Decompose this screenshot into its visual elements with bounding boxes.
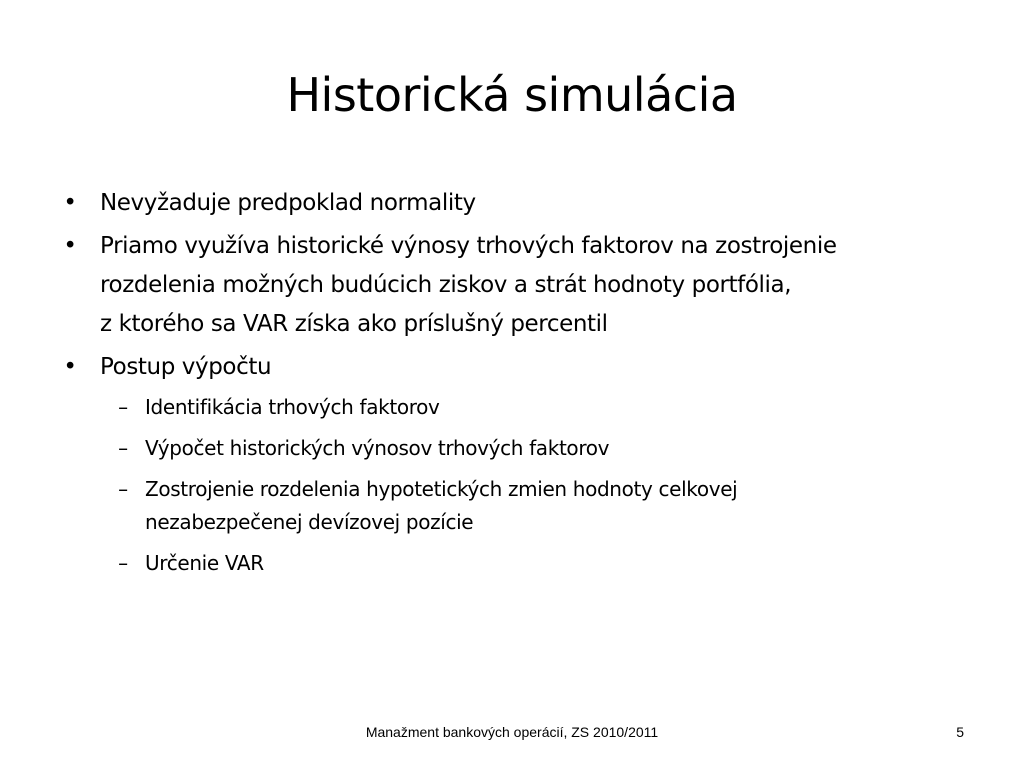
dash-marker: – [118, 395, 128, 419]
bullet-marker: • [63, 354, 77, 380]
bullet-marker: • [63, 233, 77, 259]
sub-bullet-text: Určenie VAR [145, 551, 264, 575]
sub-bullet-text: nezabezpečenej devízovej pozície [145, 510, 474, 534]
dash-marker: – [118, 436, 128, 460]
sub-bullet-text: Identifikácia trhových faktorov [145, 395, 440, 419]
bullet-item [60, 348, 960, 387]
sub-bullet-item [113, 473, 960, 539]
footer-text: Manažment bankových operácií, ZS 2010/2011 [365, 724, 659, 740]
sub-bullet-item [113, 391, 960, 424]
bullet-text: z ktorého sa VAR získa ako príslušný percentil [100, 311, 608, 337]
bullet-text: Postup výpočtu [100, 354, 272, 380]
bullet-text: rozdelenia možných budúcich ziskov a strát hodnoty portfólia, [100, 272, 792, 298]
dash-marker: – [118, 551, 128, 575]
page-number: 5 [956, 724, 964, 740]
bullet-marker: • [63, 190, 77, 216]
slide-body [60, 184, 960, 588]
bullet-text: Nevyžaduje predpoklad normality [100, 190, 476, 216]
bullet-item [60, 184, 960, 223]
dash-marker: – [118, 477, 128, 501]
sub-bullet-list [113, 391, 960, 580]
bullet-item [60, 227, 960, 344]
sub-bullet-text: Výpočet historických výnosov trhových faktorov [145, 436, 610, 460]
sub-bullet-item [113, 432, 960, 465]
slide-title: Historická simulácia [286, 68, 738, 122]
slide-footer [0, 720, 1024, 744]
sub-bullet-item [113, 547, 960, 580]
sub-bullet-text: Zostrojenie rozdelenia hypotetických zmien hodnoty celkovej [145, 477, 738, 501]
bullet-text: Priamo využíva historické výnosy trhových faktorov na zostrojenie [100, 233, 837, 259]
